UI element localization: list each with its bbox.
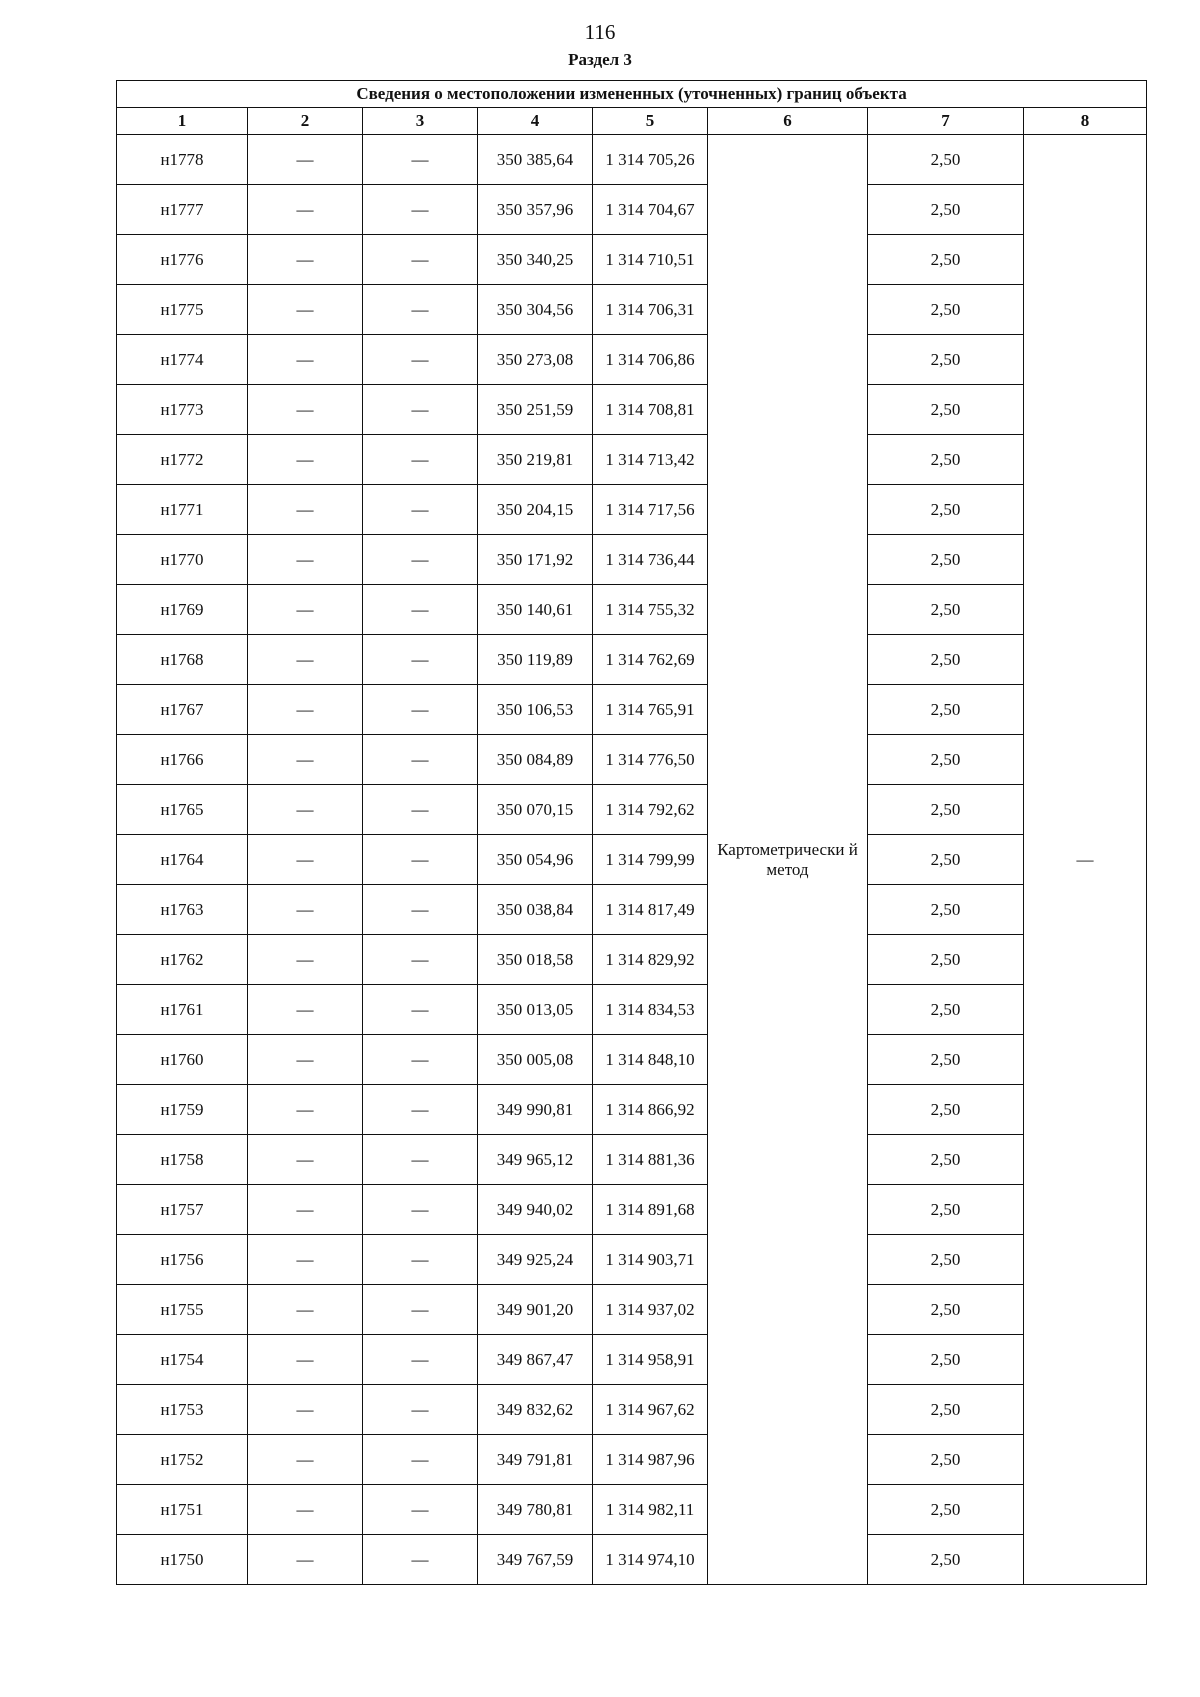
table-row	[117, 1285, 1147, 1335]
column-3-cell: —	[363, 485, 478, 535]
table-row	[117, 1135, 1147, 1185]
x-coordinate-cell: 349 791,81	[478, 1435, 593, 1485]
point-number-cell: н1761	[117, 985, 248, 1035]
point-number-cell: н1769	[117, 585, 248, 635]
point-number-cell: н1752	[117, 1435, 248, 1485]
y-coordinate-cell: 1 314 829,92	[593, 935, 708, 985]
x-coordinate-cell: 349 990,81	[478, 1085, 593, 1135]
column-3-cell: —	[363, 985, 478, 1035]
table-row	[117, 785, 1147, 835]
accuracy-cell: 2,50	[868, 885, 1024, 935]
section-title: Раздел 3	[568, 50, 632, 69]
column-3-cell: —	[363, 135, 478, 185]
x-coordinate-cell: 350 204,15	[478, 485, 593, 535]
point-number-cell: н1753	[117, 1385, 248, 1435]
accuracy-cell: 2,50	[868, 1085, 1024, 1135]
point-number-cell: н1772	[117, 435, 248, 485]
x-coordinate-cell: 350 140,61	[478, 585, 593, 635]
point-number-cell: н1764	[117, 835, 248, 885]
column-2-cell: —	[248, 385, 363, 435]
accuracy-cell: 2,50	[868, 385, 1024, 435]
table-header-row	[117, 108, 1147, 135]
table-row	[117, 485, 1147, 535]
column-2-cell: —	[248, 785, 363, 835]
column-2-cell: —	[248, 685, 363, 735]
accuracy-cell: 2,50	[868, 735, 1024, 785]
table-row	[117, 1435, 1147, 1485]
point-number-cell: н1775	[117, 285, 248, 335]
accuracy-cell: 2,50	[868, 1235, 1024, 1285]
column-2-cell: —	[248, 935, 363, 985]
y-coordinate-cell: 1 314 891,68	[593, 1185, 708, 1235]
point-number-cell: н1766	[117, 735, 248, 785]
column-3-cell: —	[363, 335, 478, 385]
column-3-cell: —	[363, 585, 478, 635]
point-number-cell: н1762	[117, 935, 248, 985]
accuracy-cell: 2,50	[868, 1435, 1024, 1485]
x-coordinate-cell: 350 304,56	[478, 285, 593, 335]
column-header-8: 8	[1024, 108, 1147, 135]
column-header-2: 2	[248, 108, 363, 135]
column-2-cell: —	[248, 1485, 363, 1535]
table-row	[117, 735, 1147, 785]
y-coordinate-cell: 1 314 799,99	[593, 835, 708, 885]
point-number-cell: н1774	[117, 335, 248, 385]
table-row	[117, 1485, 1147, 1535]
column-2-cell: —	[248, 1185, 363, 1235]
column-2-cell: —	[248, 835, 363, 885]
y-coordinate-cell: 1 314 848,10	[593, 1035, 708, 1085]
column-2-cell: —	[248, 535, 363, 585]
x-coordinate-cell: 349 925,24	[478, 1235, 593, 1285]
column-8-cell: —	[1024, 135, 1147, 1585]
y-coordinate-cell: 1 314 866,92	[593, 1085, 708, 1135]
y-coordinate-cell: 1 314 755,32	[593, 585, 708, 635]
accuracy-cell: 2,50	[868, 535, 1024, 585]
column-2-cell: —	[248, 985, 363, 1035]
point-number-cell: н1763	[117, 885, 248, 935]
page-number: 116	[584, 20, 616, 44]
y-coordinate-cell: 1 314 776,50	[593, 735, 708, 785]
column-3-cell: —	[363, 1335, 478, 1385]
accuracy-cell: 2,50	[868, 485, 1024, 535]
table-caption-row	[117, 81, 1147, 108]
x-coordinate-cell: 350 357,96	[478, 185, 593, 235]
column-3-cell: —	[363, 1085, 478, 1135]
table-row	[117, 235, 1147, 285]
x-coordinate-cell: 350 018,58	[478, 935, 593, 985]
point-number-cell: н1765	[117, 785, 248, 835]
x-coordinate-cell: 349 901,20	[478, 1285, 593, 1335]
accuracy-cell: 2,50	[868, 1135, 1024, 1185]
column-header-6: 6	[708, 108, 868, 135]
table-row	[117, 285, 1147, 335]
table-row	[117, 1335, 1147, 1385]
column-header-5: 5	[593, 108, 708, 135]
column-3-cell: —	[363, 835, 478, 885]
column-2-cell: —	[248, 135, 363, 185]
column-2-cell: —	[248, 1235, 363, 1285]
accuracy-cell: 2,50	[868, 685, 1024, 735]
point-number-cell: н1758	[117, 1135, 248, 1185]
column-2-cell: —	[248, 1035, 363, 1085]
table-row	[117, 685, 1147, 735]
column-3-cell: —	[363, 685, 478, 735]
point-number-cell: н1773	[117, 385, 248, 435]
x-coordinate-cell: 350 106,53	[478, 685, 593, 735]
column-2-cell: —	[248, 1135, 363, 1185]
column-header-4: 4	[478, 108, 593, 135]
column-3-cell: —	[363, 735, 478, 785]
column-3-cell: —	[363, 535, 478, 585]
x-coordinate-cell: 349 867,47	[478, 1335, 593, 1385]
y-coordinate-cell: 1 314 817,49	[593, 885, 708, 935]
table-row	[117, 185, 1147, 235]
y-coordinate-cell: 1 314 765,91	[593, 685, 708, 735]
column-header-3: 3	[363, 108, 478, 135]
x-coordinate-cell: 350 385,64	[478, 135, 593, 185]
accuracy-cell: 2,50	[868, 1335, 1024, 1385]
point-number-cell: н1777	[117, 185, 248, 235]
x-coordinate-cell: 350 251,59	[478, 385, 593, 435]
accuracy-cell: 2,50	[868, 285, 1024, 335]
y-coordinate-cell: 1 314 706,31	[593, 285, 708, 335]
y-coordinate-cell: 1 314 704,67	[593, 185, 708, 235]
y-coordinate-cell: 1 314 937,02	[593, 1285, 708, 1335]
accuracy-cell: 2,50	[868, 985, 1024, 1035]
table-row	[117, 1035, 1147, 1085]
column-3-cell: —	[363, 435, 478, 485]
y-coordinate-cell: 1 314 987,96	[593, 1435, 708, 1485]
point-number-cell: н1757	[117, 1185, 248, 1235]
point-number-cell: н1756	[117, 1235, 248, 1285]
table-row	[117, 1535, 1147, 1585]
accuracy-cell: 2,50	[868, 635, 1024, 685]
accuracy-cell: 2,50	[868, 835, 1024, 885]
x-coordinate-cell: 350 038,84	[478, 885, 593, 935]
accuracy-cell: 2,50	[868, 185, 1024, 235]
column-3-cell: —	[363, 1235, 478, 1285]
table-row	[117, 1235, 1147, 1285]
column-2-cell: —	[248, 1335, 363, 1385]
x-coordinate-cell: 349 940,02	[478, 1185, 593, 1235]
table-row	[117, 1085, 1147, 1135]
column-3-cell: —	[363, 285, 478, 335]
y-coordinate-cell: 1 314 982,11	[593, 1485, 708, 1535]
column-3-cell: —	[363, 885, 478, 935]
point-number-cell: н1751	[117, 1485, 248, 1535]
table-row	[117, 135, 1147, 185]
accuracy-cell: 2,50	[868, 1535, 1024, 1585]
accuracy-cell: 2,50	[868, 1485, 1024, 1535]
table-row	[117, 1385, 1147, 1435]
column-3-cell: —	[363, 1285, 478, 1335]
table-row	[117, 385, 1147, 435]
table-row	[117, 535, 1147, 585]
column-2-cell: —	[248, 1085, 363, 1135]
y-coordinate-cell: 1 314 706,86	[593, 335, 708, 385]
table-caption: Сведения о местоположении измененных (уточненных) границ объекта	[117, 81, 1147, 108]
x-coordinate-cell: 350 219,81	[478, 435, 593, 485]
y-coordinate-cell: 1 314 762,69	[593, 635, 708, 685]
boundary-coordinates-table	[116, 80, 1147, 1585]
point-number-cell: н1767	[117, 685, 248, 735]
table-row	[117, 835, 1147, 885]
point-number-cell: н1760	[117, 1035, 248, 1085]
y-coordinate-cell: 1 314 705,26	[593, 135, 708, 185]
x-coordinate-cell: 350 171,92	[478, 535, 593, 585]
accuracy-cell: 2,50	[868, 1035, 1024, 1085]
column-header-1: 1	[117, 108, 248, 135]
column-header-7: 7	[868, 108, 1024, 135]
accuracy-cell: 2,50	[868, 335, 1024, 385]
x-coordinate-cell: 350 054,96	[478, 835, 593, 885]
column-3-cell: —	[363, 1385, 478, 1435]
column-2-cell: —	[248, 285, 363, 335]
accuracy-cell: 2,50	[868, 435, 1024, 485]
point-number-cell: н1771	[117, 485, 248, 535]
table-row	[117, 885, 1147, 935]
point-number-cell: н1750	[117, 1535, 248, 1585]
column-2-cell: —	[248, 235, 363, 285]
y-coordinate-cell: 1 314 708,81	[593, 385, 708, 435]
table-row	[117, 435, 1147, 485]
column-3-cell: —	[363, 1485, 478, 1535]
column-3-cell: —	[363, 935, 478, 985]
method-cell: Картометрически й метод	[708, 135, 868, 1585]
column-3-cell: —	[363, 1535, 478, 1585]
table-row	[117, 635, 1147, 685]
column-2-cell: —	[248, 185, 363, 235]
column-2-cell: —	[248, 735, 363, 785]
table-row	[117, 585, 1147, 635]
column-3-cell: —	[363, 385, 478, 435]
column-3-cell: —	[363, 785, 478, 835]
x-coordinate-cell: 350 119,89	[478, 635, 593, 685]
point-number-cell: н1770	[117, 535, 248, 585]
accuracy-cell: 2,50	[868, 1285, 1024, 1335]
x-coordinate-cell: 350 084,89	[478, 735, 593, 785]
y-coordinate-cell: 1 314 736,44	[593, 535, 708, 585]
accuracy-cell: 2,50	[868, 235, 1024, 285]
x-coordinate-cell: 349 780,81	[478, 1485, 593, 1535]
table-row	[117, 1185, 1147, 1235]
column-3-cell: —	[363, 1135, 478, 1185]
table-row	[117, 935, 1147, 985]
y-coordinate-cell: 1 314 713,42	[593, 435, 708, 485]
column-3-cell: —	[363, 635, 478, 685]
column-2-cell: —	[248, 435, 363, 485]
x-coordinate-cell: 350 070,15	[478, 785, 593, 835]
point-number-cell: н1755	[117, 1285, 248, 1335]
column-3-cell: —	[363, 1185, 478, 1235]
accuracy-cell: 2,50	[868, 935, 1024, 985]
column-3-cell: —	[363, 1035, 478, 1085]
y-coordinate-cell: 1 314 717,56	[593, 485, 708, 535]
column-2-cell: —	[248, 635, 363, 685]
column-2-cell: —	[248, 1285, 363, 1335]
x-coordinate-cell: 349 832,62	[478, 1385, 593, 1435]
column-3-cell: —	[363, 1435, 478, 1485]
y-coordinate-cell: 1 314 974,10	[593, 1535, 708, 1585]
accuracy-cell: 2,50	[868, 1385, 1024, 1435]
x-coordinate-cell: 350 013,05	[478, 985, 593, 1035]
y-coordinate-cell: 1 314 834,53	[593, 985, 708, 1035]
point-number-cell: н1778	[117, 135, 248, 185]
table-body	[117, 81, 1147, 1585]
x-coordinate-cell: 350 005,08	[478, 1035, 593, 1085]
column-3-cell: —	[363, 235, 478, 285]
point-number-cell: н1768	[117, 635, 248, 685]
table-row	[117, 985, 1147, 1035]
point-number-cell: н1776	[117, 235, 248, 285]
x-coordinate-cell: 349 965,12	[478, 1135, 593, 1185]
accuracy-cell: 2,50	[868, 135, 1024, 185]
point-number-cell: н1754	[117, 1335, 248, 1385]
accuracy-cell: 2,50	[868, 785, 1024, 835]
accuracy-cell: 2,50	[868, 1185, 1024, 1235]
y-coordinate-cell: 1 314 881,36	[593, 1135, 708, 1185]
y-coordinate-cell: 1 314 958,91	[593, 1335, 708, 1385]
x-coordinate-cell: 350 340,25	[478, 235, 593, 285]
column-2-cell: —	[248, 1435, 363, 1485]
column-2-cell: —	[248, 335, 363, 385]
point-number-cell: н1759	[117, 1085, 248, 1135]
y-coordinate-cell: 1 314 903,71	[593, 1235, 708, 1285]
accuracy-cell: 2,50	[868, 585, 1024, 635]
column-2-cell: —	[248, 1385, 363, 1435]
column-2-cell: —	[248, 485, 363, 535]
x-coordinate-cell: 349 767,59	[478, 1535, 593, 1585]
column-2-cell: —	[248, 585, 363, 635]
x-coordinate-cell: 350 273,08	[478, 335, 593, 385]
column-2-cell: —	[248, 885, 363, 935]
column-3-cell: —	[363, 185, 478, 235]
y-coordinate-cell: 1 314 967,62	[593, 1385, 708, 1435]
y-coordinate-cell: 1 314 792,62	[593, 785, 708, 835]
y-coordinate-cell: 1 314 710,51	[593, 235, 708, 285]
table-row	[117, 335, 1147, 385]
column-2-cell: —	[248, 1535, 363, 1585]
